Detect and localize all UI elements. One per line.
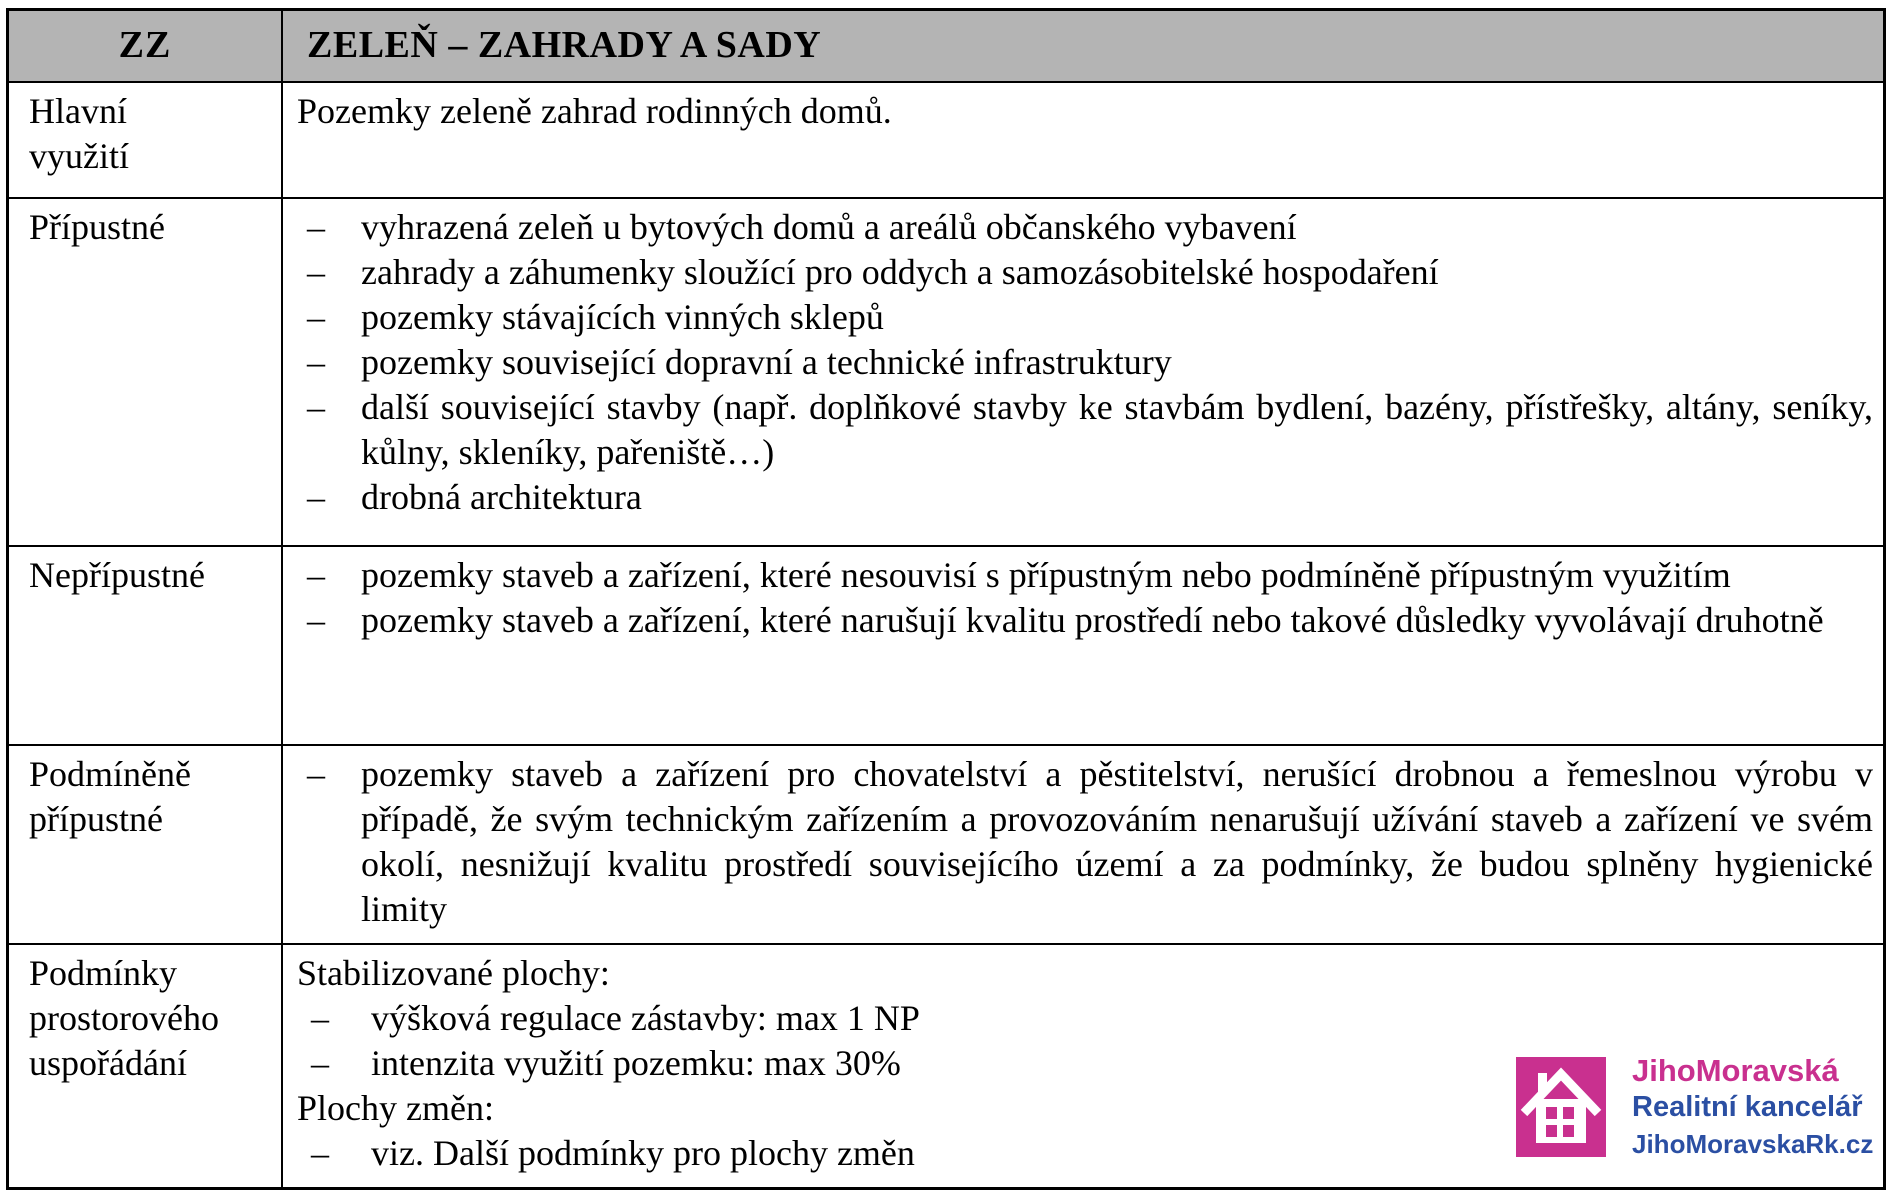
bullet-dash: – [307, 252, 325, 293]
list-item-text: pozemky staveb a zařízení, které nesouvisí s přípustným nebo podmíněně přípustným využitím [361, 555, 1731, 596]
realty-logo [1516, 1052, 1873, 1162]
table-header-row [9, 11, 1883, 81]
house-icon [1516, 1057, 1606, 1157]
list-item-text: vyhrazená zeleň u bytových domů a areálů občanského vybavení [361, 207, 1297, 248]
list-item [297, 752, 1873, 932]
list-item-text: drobná architektura [361, 477, 642, 518]
row-content [283, 547, 1883, 744]
list-item-text: pozemky staveb a zařízení pro chovatelství a pěstitelství, nerušící drobnou a řemeslnou výrobu v případě, že svým technickým zařízením a provozováním nenarušují užívání staveb a zařízení ve svém okolí, nesnižují kvalitu prostředí souvisejícího území a za podmínky, že budou splněny hygienické limity [361, 754, 1873, 930]
zone-title: ZELEŇ – ZAHRADY A SADY [307, 24, 822, 67]
regulation-table [6, 8, 1886, 1190]
list-item-text: intenzita využití pozemku: max 30% [371, 1043, 901, 1084]
list-item [297, 205, 1873, 250]
list-item [297, 385, 1873, 475]
bullet-dash: – [311, 1043, 329, 1084]
logo-subtitle: Realitní kancelář [1632, 1091, 1863, 1123]
bullet-dash: – [311, 998, 329, 1039]
row-label: Hlavní využití [9, 83, 283, 197]
bullet-dash: – [307, 477, 325, 518]
list-item [297, 475, 1873, 520]
bullet-dash: – [307, 555, 325, 596]
list-item-text: zahrady a záhumenky sloužící pro oddych a samozásobitelské hospodaření [361, 252, 1439, 293]
subheading: Stabilizované plochy: [297, 953, 610, 994]
row-label: Podmíněně přípustné [9, 746, 283, 943]
list-item [297, 340, 1873, 385]
list-item [297, 250, 1873, 295]
table-row-conditionally-permitted [9, 744, 1883, 943]
logo-name: JihoMoravská [1632, 1053, 1839, 1088]
row-label: Podmínky prostorového uspořádání [9, 945, 283, 1187]
list-item [297, 598, 1873, 643]
list-item [297, 295, 1873, 340]
subheading: Plochy změn: [297, 1088, 494, 1129]
bullet-dash: – [307, 600, 325, 641]
bullet-dash: – [311, 1133, 329, 1174]
bullet-dash: – [307, 342, 325, 383]
table-row-not-permitted [9, 545, 1883, 744]
row-text: Pozemky zeleně zahrad rodinných domů. [297, 90, 892, 131]
list-item-text: pozemky stávajících vinných sklepů [361, 297, 884, 338]
list-item-text: pozemky staveb a zařízení, které narušují kvalitu prostředí nebo takové důsledky vyvolávají druhotně [361, 600, 1824, 641]
bullet-dash: – [307, 297, 325, 338]
logo-text [1632, 1052, 1873, 1162]
list-item [297, 996, 1873, 1041]
list-item-text: další související stavby (např. doplňkové stavby ke stavbám bydlení, bazény, přístřešky, altány, seníky, kůlny, skleníky, pařeniště…) [361, 387, 1873, 473]
row-label: Přípustné [9, 199, 283, 545]
row-content [283, 199, 1883, 545]
bullet-dash: – [307, 754, 325, 795]
bullet-dash: – [307, 387, 325, 428]
list-item-text: výšková regulace zástavby: max 1 NP [371, 998, 920, 1039]
zone-code: ZZ [9, 11, 283, 81]
logo-url: JihoMoravskaRk.cz [1632, 1129, 1874, 1159]
row-label: Nepřípustné [9, 547, 283, 744]
list-item-text: viz. Další podmínky pro plochy změn [371, 1133, 915, 1174]
table-row-main-use [9, 81, 1883, 197]
table-row-permitted [9, 197, 1883, 545]
bullet-dash: – [307, 207, 325, 248]
list-item [297, 553, 1873, 598]
row-content [283, 746, 1883, 943]
list-item-text: pozemky související dopravní a technické infrastruktury [361, 342, 1172, 383]
row-content [283, 83, 1883, 197]
